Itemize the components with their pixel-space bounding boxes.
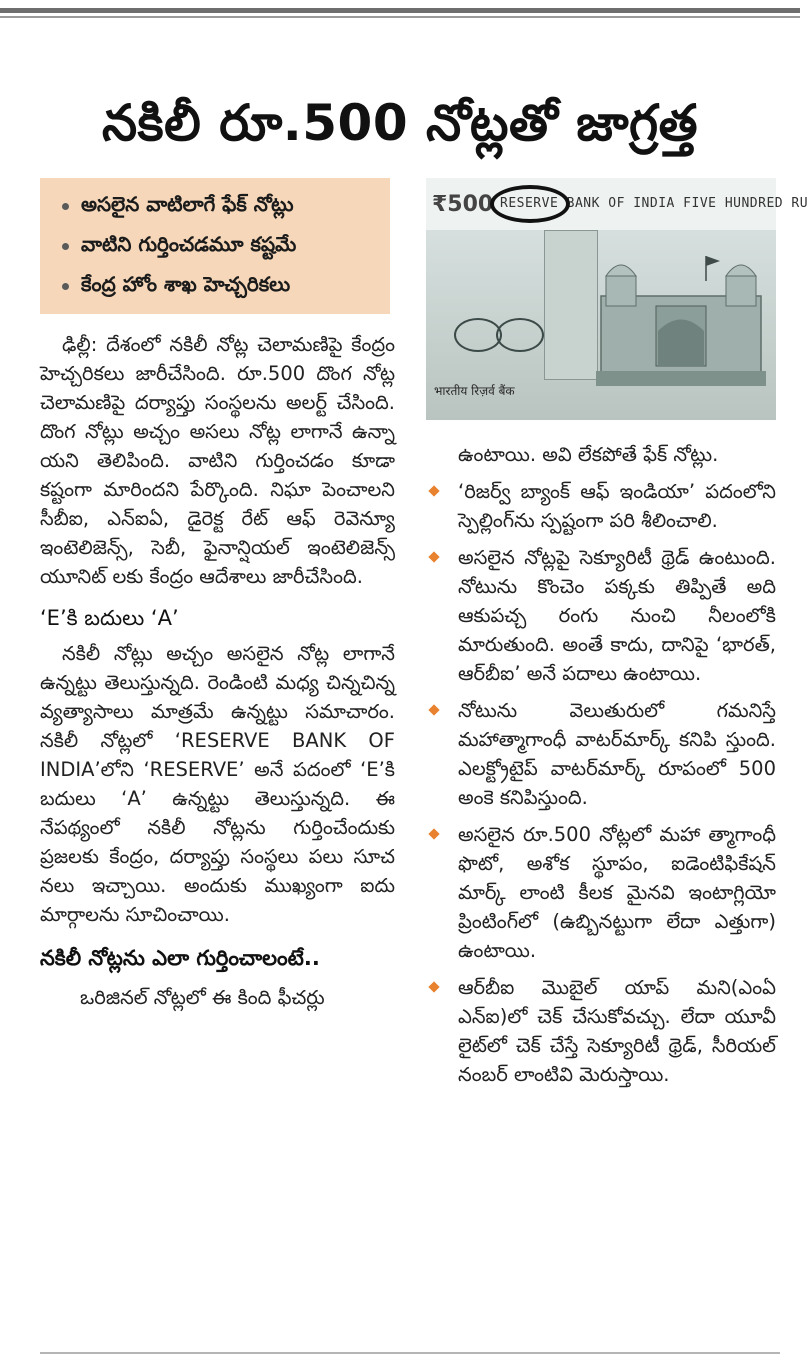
headline: నకిలీ రూ.500 నోట్లతో జాగ్రత్త (101, 94, 699, 152)
highlight-circle-icon (490, 185, 570, 223)
tip-item (426, 477, 776, 535)
diamond-bullet-icon (428, 551, 439, 562)
highlight-text: అసలైన వాటిలాగే ఫేక్ నోట్లు (81, 191, 294, 216)
highlight-item (62, 266, 380, 306)
highlight-item (62, 186, 380, 226)
note-legend: RESERVE BANK OF INDIA FIVE HUNDRED RU (500, 196, 808, 211)
red-fort-icon (596, 236, 766, 386)
bullet-dot-icon (62, 283, 69, 290)
note-bottom-text: भारतीय रिज़र्व बैंक (434, 384, 515, 398)
left-column (40, 330, 395, 1012)
subheading: ‘E’కి బదులు ‘A’ (40, 606, 179, 630)
subheading: నకిలీ నోట్లను ఎలా గుర్తించాలంటే.. (40, 946, 320, 970)
bullet-dot-icon (62, 203, 69, 210)
tip-item (426, 973, 776, 1089)
tip-text: ‘రిజర్వ్ బ్యాంక్ ఆఫ్ ఇండియా’ పదంలోని స్పెల్లింగ్‌ను స్పష్టంగా పరి శీలించాలి. (458, 480, 776, 532)
tip-text: నోటును వెలుతురులో గమనిస్తే మహాత్మాగాంధీ వాటర్‌మార్క్ కనిపి స్తుంది. ఎలక్ట్రోటైప్ వాటర్‌మార్క్ రూపంలో 500 అంకె కనిపిస్తుంది. (458, 699, 776, 809)
highlight-item (62, 226, 380, 266)
highlight-text: వాటిని గుర్తించడమూ కష్టమే (81, 231, 297, 256)
right-column (426, 440, 776, 1089)
diamond-bullet-icon (428, 828, 439, 839)
note-denomination: ₹500 (432, 192, 494, 217)
swachh-bharat-logo-icon (454, 318, 502, 352)
article-paragraph: ఉంటాయి. అవి లేకపోతే ఫేక్ నోట్లు. (458, 443, 719, 466)
article-paragraph: ఒరిజినల్ నోట్లలో ఈ కింది ఫీచర్లు (80, 986, 325, 1009)
bullet-dot-icon (62, 243, 69, 250)
article-paragraph: నకిలీ నోట్లు అచ్చం అసలైన నోట్ల లాగానే ఉన్నట్టు తెలుస్తున్నది. రెండింటి మధ్య చిన్నచిన్న వ్యత్యాసాలు మాత్రమే ఉన్నట్టు సమాచారం. నకిలీ నోట్లలో ‘RESERVE BANK OF INDIA’లోని ‘RESERVE’ అనే పదంలో ‘E’కి బదులు ‘A’ ఉన్నట్టు తెలుస్తున్నది. ఈ నేపథ్యంలో నకిలీ నోట్లను గుర్తించేందుకు ప్రజలకు కేంద్రం, దర్యాప్తు సంస్థలు పలు సూచ నలు ఇచ్చాయి. అందుకు ముఖ్యంగా ఐదు మార్గాలను సూచించాయి. (40, 642, 395, 926)
diamond-bullet-icon (428, 981, 439, 992)
note-panel (544, 230, 598, 380)
top-rule (0, 8, 800, 13)
top-rule-thin (0, 16, 800, 18)
swachh-bharat-logo-icon (496, 318, 544, 352)
article-paragraph: ఢిల్లీ: దేశంలో నకిలీ నోట్ల చెలామణిపై కేంద్రం హెచ్చరికలు జారీచేసింది. రూ.500 దొంగ నోట్ల చెలామణిపై దర్యాప్తు సంస్థలను అలర్ట్ చేసింది. దొంగ నోట్లు అచ్చం అసలు నోట్ల లాగానే ఉన్నా యని తెలిపింది. వాటిని గుర్తించడం కూడా కష్టంగా మారిందని పేర్కొంది. నిఘా పెంచాలని సీబీఐ, ఎన్ఐఏ, డైరెక్ట రేట్ ఆఫ్ రెవెన్యూ ఇంటెలిజెన్స్, సెబీ, ఫైనాన్షియల్ ఇంటెలిజెన్స్ యూనిట్ లకు కేంద్రం ఆదేశాలు జారీచేసింది. (40, 333, 395, 588)
banknote-photo (426, 178, 808, 420)
tip-item (426, 696, 776, 812)
tip-text: ఆర్‌బీఐ మొబైల్ యాప్ మని(ఎంఏ ఎన్ఐ)లో చెక్ చేసుకోవచ్చు. లేదా యూవీ లైట్‌లో చెక్ చేస్తే సెక్యూరిటీ థ్రెడ్, సీరియల్ నంబర్ లాంటివి మెరుస్తాయి. (458, 976, 776, 1086)
bottom-rule (40, 1352, 780, 1354)
highlights-box (40, 178, 390, 314)
tip-text: అసలైన నోట్లపై సెక్యూరిటీ థ్రెడ్ ఉంటుంది. నోటును కొంచెం పక్కకు తిప్పితే అది ఆకుపచ్చ రంగు నుంచి నీలంలోకి మారుతుంది. అంతే కాదు, దానిపై ‘భారత్, ఆర్‌బీఐ’ అనే పదాలు ఉంటాయి. (458, 546, 776, 685)
tip-item (426, 543, 776, 688)
highlight-text: కేంద్ర హోం శాఖ హెచ్చరికలు (81, 271, 291, 296)
tip-item (426, 820, 776, 965)
diamond-bullet-icon (428, 485, 439, 496)
diamond-bullet-icon (428, 704, 439, 715)
tip-text: అసలైన రూ.500 నోట్లలో మహా త్మాగాంధీ ఫొటో, అశోక స్థూపం, ఐడెంటిఫికేషన్ మార్క్ లాంటి కీలక మైనవి ఇంటాగ్లియో ప్రింటింగ్‌లో (ఉబ్బినట్టుగా లేదా ఎత్తుగా) ఉంటాయి. (458, 823, 776, 962)
